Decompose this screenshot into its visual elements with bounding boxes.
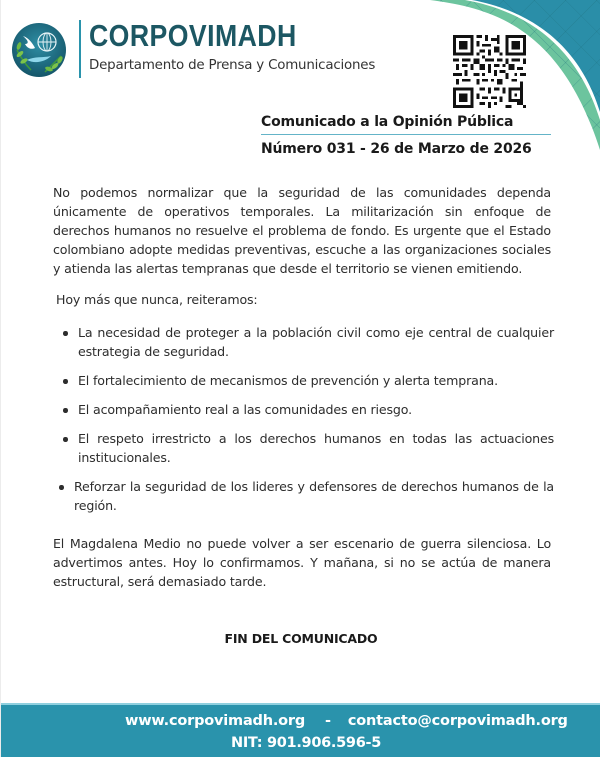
qr-code-icon[interactable] [452,35,527,108]
list-item: Reforzar la seguridad de los lideres y defensores de derechos humanos de la región. [57,477,554,515]
nit-text: NIT: 901.906.596-5 [230,735,381,751]
bullet-icon [59,485,64,490]
title-block [261,114,551,157]
bullet-icon [63,379,68,384]
brand-name: CORPOVIMADH [89,18,297,53]
bullet-icon [63,331,68,336]
closing-text: FIN DEL COMUNICADO [224,631,378,646]
email-link[interactable]: contacto@corpovimadh.org [347,713,568,729]
document-number-date: Número 031 - 26 de Marzo de 2026 [261,141,532,157]
header-divider [79,20,81,78]
document-title: Comunicado a la Opinión Pública [261,114,551,135]
bullet-icon [63,408,68,413]
list-item: La necesidad de proteger a la población civil como eje central de cualquier estrategia de seguridad. [61,323,554,361]
footer-contact-line [125,713,568,729]
footer-separator: - [325,713,331,729]
paragraph-1: No podemos normalizar que la seguridad de las comunidades dependa únicamente de operativos temporales. La militarización sin enfoque de derechos humanos no resuelve el problema de fondo. Es urgente que el Estado colombiano adopte medidas preventivas, escuche a las organizaciones sociales y atienda las alertas tempranas que desde el territorio se vienen emitiendo. [53,185,551,276]
list-item: El fortalecimiento de mecanismos de prevención y alerta temprana. [61,371,554,390]
website-link[interactable]: www.corpovimadh.org [125,713,306,729]
list-item: El acompañamiento real a las comunidades en riesgo. [61,400,554,419]
bullet-icon [63,437,68,442]
list-item: El respeto irrestricto a los derechos humanos en todas las actuaciones institucionales. [61,429,554,467]
footer [1,703,600,757]
intro-text: Hoy más que nunca, reiteramos: [56,292,258,307]
department-name: Departamento de Prensa y Comunicaciones [89,58,376,73]
demands-list [61,323,554,525]
paragraph-2: El Magdalena Medio no puede volver a ser escenario de guerra silenciosa. Lo advertimos antes. Hoy lo confirmamos. Y mañana, si no se actúa de manera estructural, será demasiado tarde. [53,536,551,589]
dove-globe-logo-icon [11,22,67,78]
